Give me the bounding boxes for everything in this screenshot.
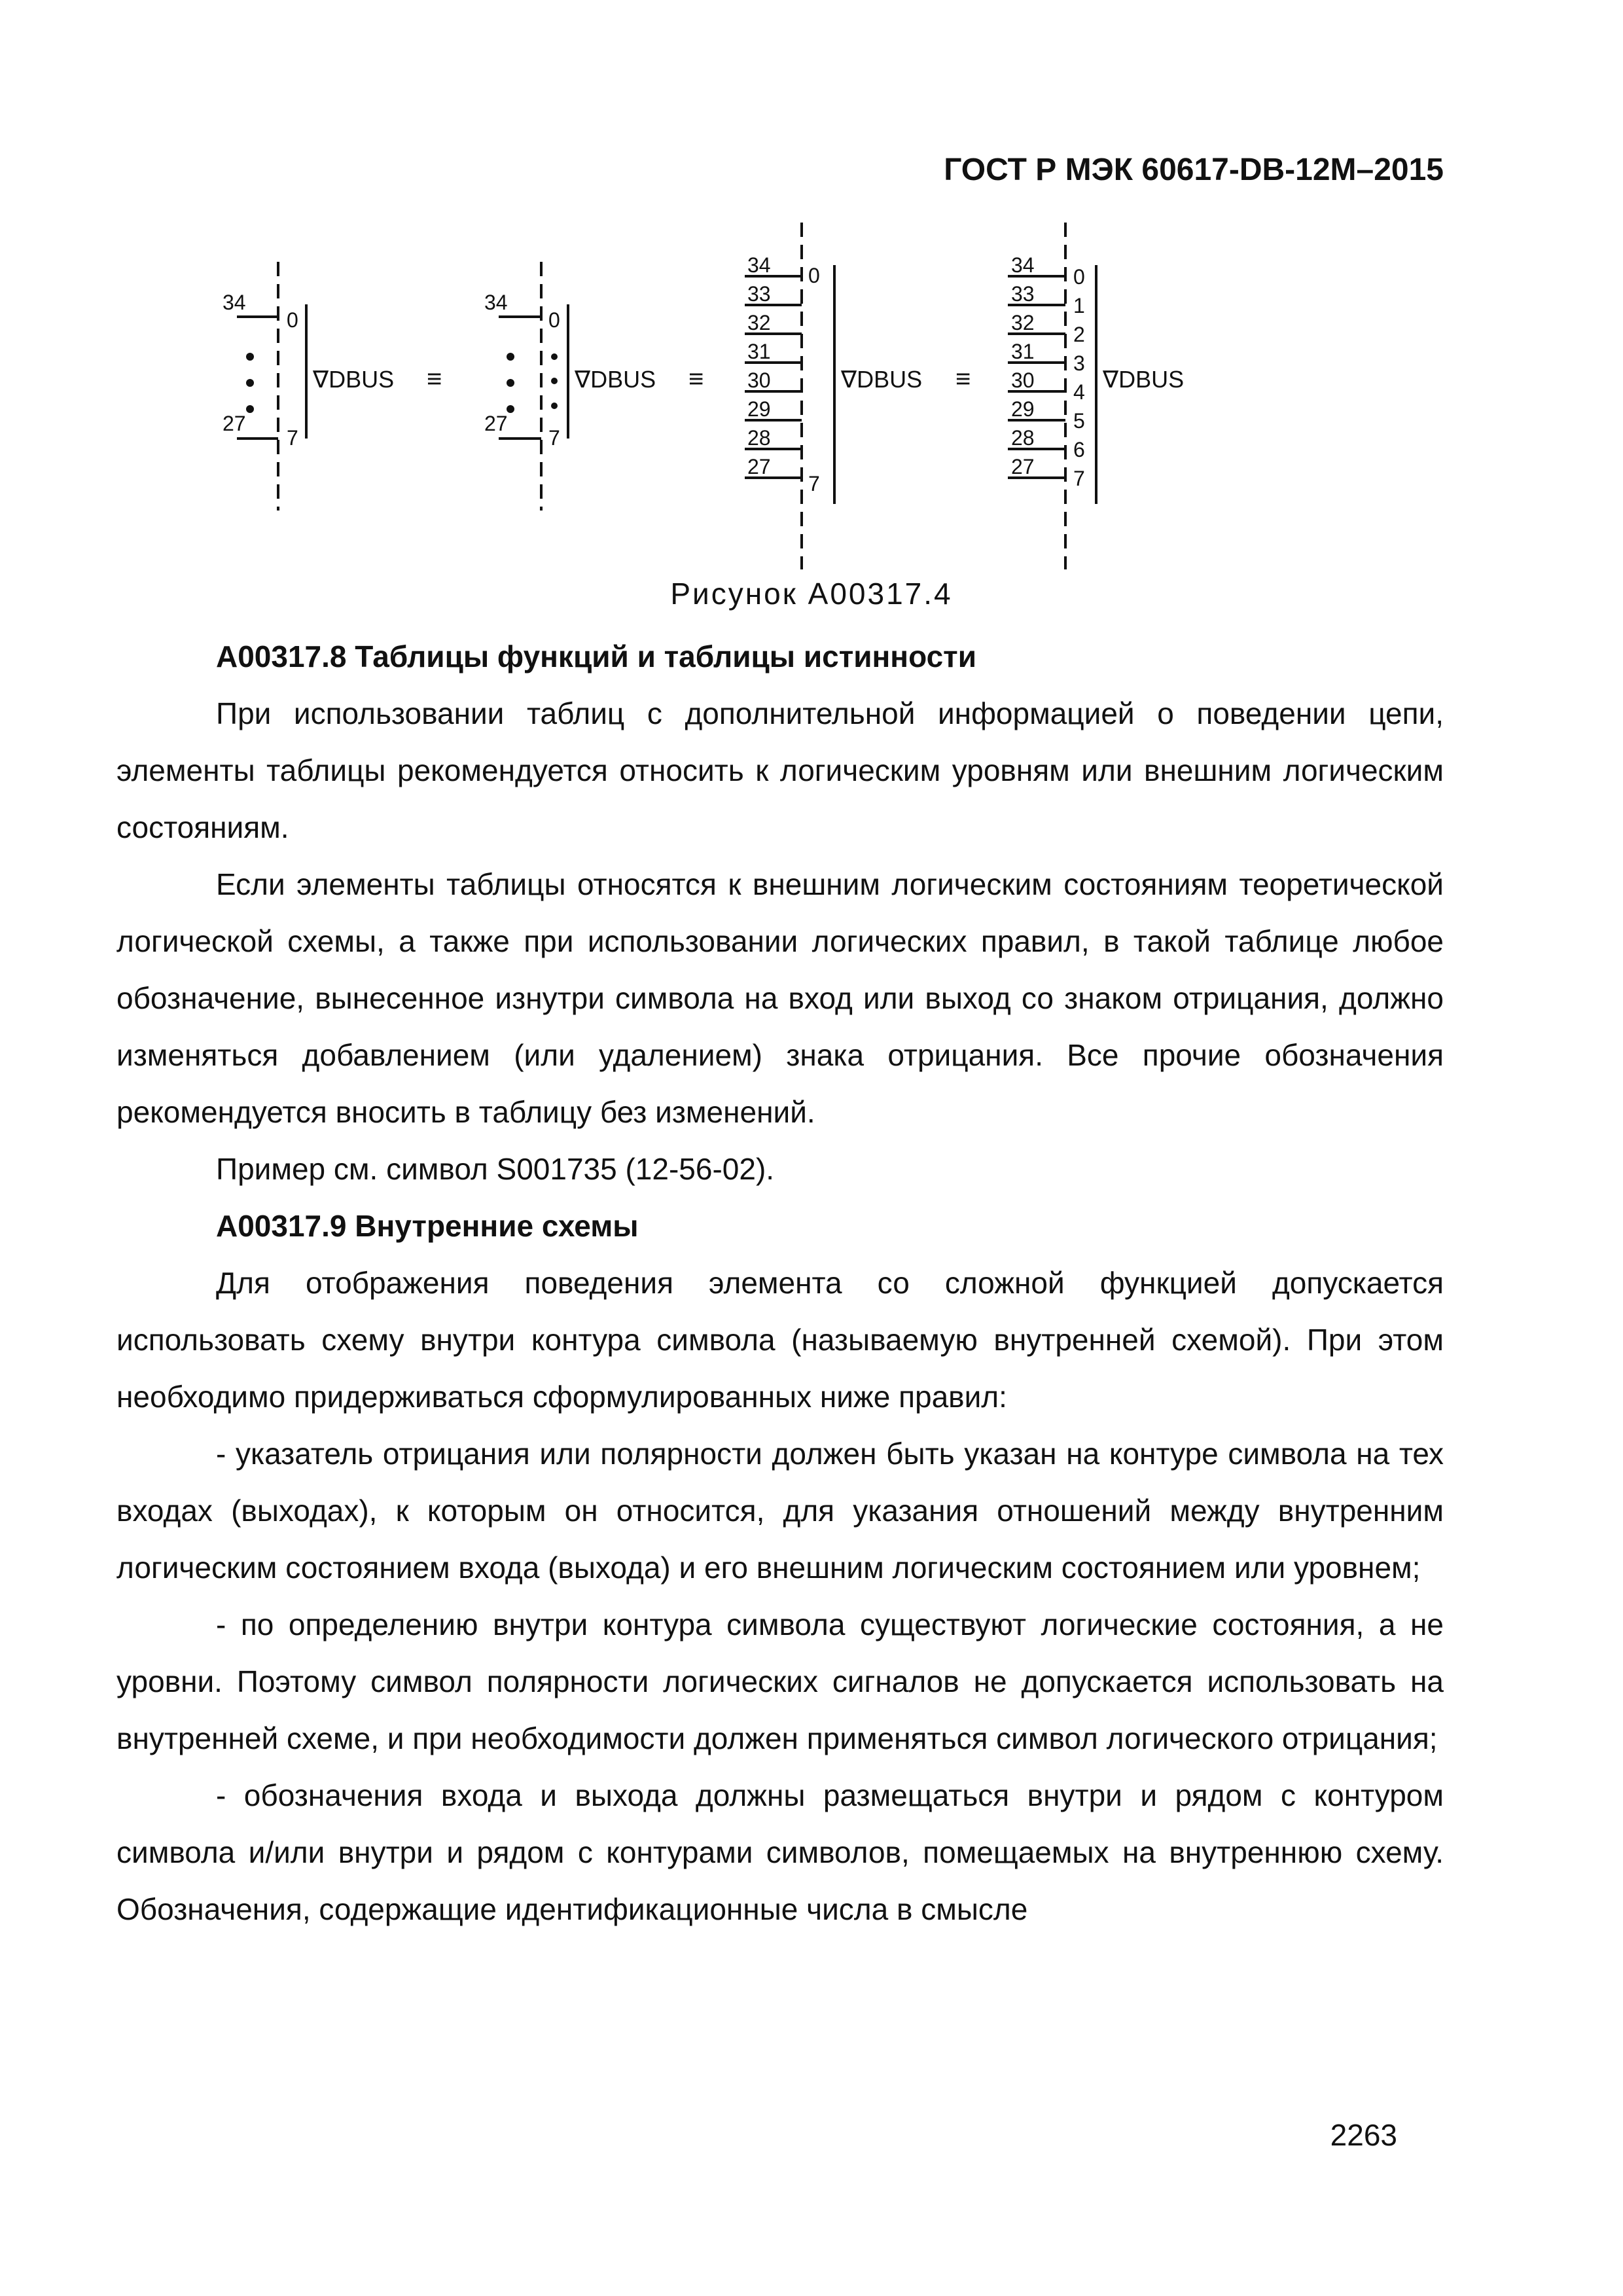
- g3-top-output: 0: [808, 264, 820, 287]
- paragraph: Пример см. символ S001735 (12-56-02).: [216, 1152, 775, 1186]
- equiv-sign-2: ≡: [688, 365, 704, 393]
- document-body: [116, 628, 1444, 1938]
- group4-output-label: 4: [1073, 380, 1085, 404]
- group3-input-label: 28: [747, 426, 771, 450]
- group4-output-label: 3: [1073, 351, 1085, 375]
- g2-dbus-label: ∇DBUS: [575, 366, 656, 393]
- group3-input-label: 32: [747, 311, 771, 334]
- group4-input-label: 32: [1011, 311, 1035, 334]
- group3-input-label: 27: [747, 455, 771, 478]
- group3-input-label: 34: [747, 253, 771, 277]
- equiv-sign-3: ≡: [955, 365, 971, 393]
- g1-dbus-label: ∇DBUS: [313, 366, 395, 393]
- group3-input-label: 30: [747, 368, 771, 392]
- page-number: 2263: [1330, 2118, 1397, 2152]
- g3-bottom-output: 7: [808, 472, 820, 495]
- paragraph: Для отображения поведения элемента со сложной функцией допускается использовать схему внутри контура символа (называемую внутренней схемой). При этом необходимо придерживаться сформулированных ниже правил:: [116, 1266, 1444, 1414]
- group4-input-label: 27: [1011, 455, 1035, 478]
- document-header: ГОСТ Р МЭК 60617-DB-12M–2015: [944, 152, 1444, 187]
- figure-caption: Рисунок А00317.4: [670, 577, 953, 611]
- group4-input-label: 30: [1011, 368, 1035, 392]
- group4-input-label: 33: [1011, 282, 1035, 306]
- g1-bottom-input: 27: [223, 412, 246, 435]
- g2-bottom-input: 27: [484, 412, 508, 435]
- group4-output-label: 7: [1073, 467, 1085, 490]
- dbus-figure: [196, 216, 1243, 569]
- group4-input-label: 34: [1011, 253, 1035, 277]
- group4-output-label: 6: [1073, 438, 1085, 461]
- group4-output-label: 5: [1073, 409, 1085, 433]
- group4-input-label: 29: [1011, 397, 1035, 421]
- group3-input-label: 31: [747, 340, 771, 363]
- group3-input-label: 29: [747, 397, 771, 421]
- section-heading-8: А00317.8 Таблицы функций и таблицы истинности: [216, 639, 976, 673]
- group4-input-label: 31: [1011, 340, 1035, 363]
- equiv-sign-1: ≡: [427, 365, 442, 393]
- list-item: - указатель отрицания или полярности должен быть указан на контуре символа на тех входах (выходах), к которым он относится, для указания отношений между внутренним логическим состоянием входа (выхода) и его внешним логическим состоянием или уровнем;: [116, 1437, 1444, 1585]
- paragraph: При использовании таблиц с дополнительной информацией о поведении цепи, элементы таблицы рекомендуется относить к логическим уровням или внешним логическим состояниям.: [116, 696, 1444, 844]
- paragraph: Если элементы таблицы относятся к внешним логическим состояниям теоретической логической схемы, а также при использовании логических правил, в такой таблице любое обозначение, вынесенное изнутри символа на вход или выход со знаком отрицания, должно изменяться добавлением (или удалением) знака отрицания. Все прочие обозначения рекомендуется вносить в таблицу без изменений.: [116, 867, 1444, 1129]
- g2-bottom-output: 7: [548, 426, 560, 450]
- g4-dbus-label: ∇DBUS: [1103, 366, 1185, 393]
- list-item: - обозначения входа и выхода должны размещаться внутри и рядом с контуром символа и/или внутри и рядом с контурами символов, помещаемых на внутреннюю схему. Обозначения, содержащие идентификационные числа в смысле: [116, 1778, 1444, 1926]
- g2-top-output: 0: [548, 308, 560, 332]
- g1-bottom-output: 7: [287, 426, 298, 450]
- g1-top-output: 0: [287, 308, 298, 332]
- group4-output-label: 1: [1073, 294, 1085, 317]
- list-item: - по определению внутри контура символа существуют логические состояния, а не уровни. Поэтому символ полярности логических сигналов не допускается использовать на внутренней схеме, и при необходимости должен применяться символ логического отрицания;: [116, 1607, 1444, 1755]
- group4-input-label: 28: [1011, 426, 1035, 450]
- group4-output-label: 2: [1073, 323, 1085, 346]
- g1-top-input: 34: [223, 291, 246, 314]
- g3-dbus-label: ∇DBUS: [841, 366, 923, 393]
- group4-output-label: 0: [1073, 265, 1085, 289]
- group3-input-label: 33: [747, 282, 771, 306]
- g2-top-input: 34: [484, 291, 508, 314]
- section-heading-9: А00317.9 Внутренние схемы: [216, 1209, 639, 1243]
